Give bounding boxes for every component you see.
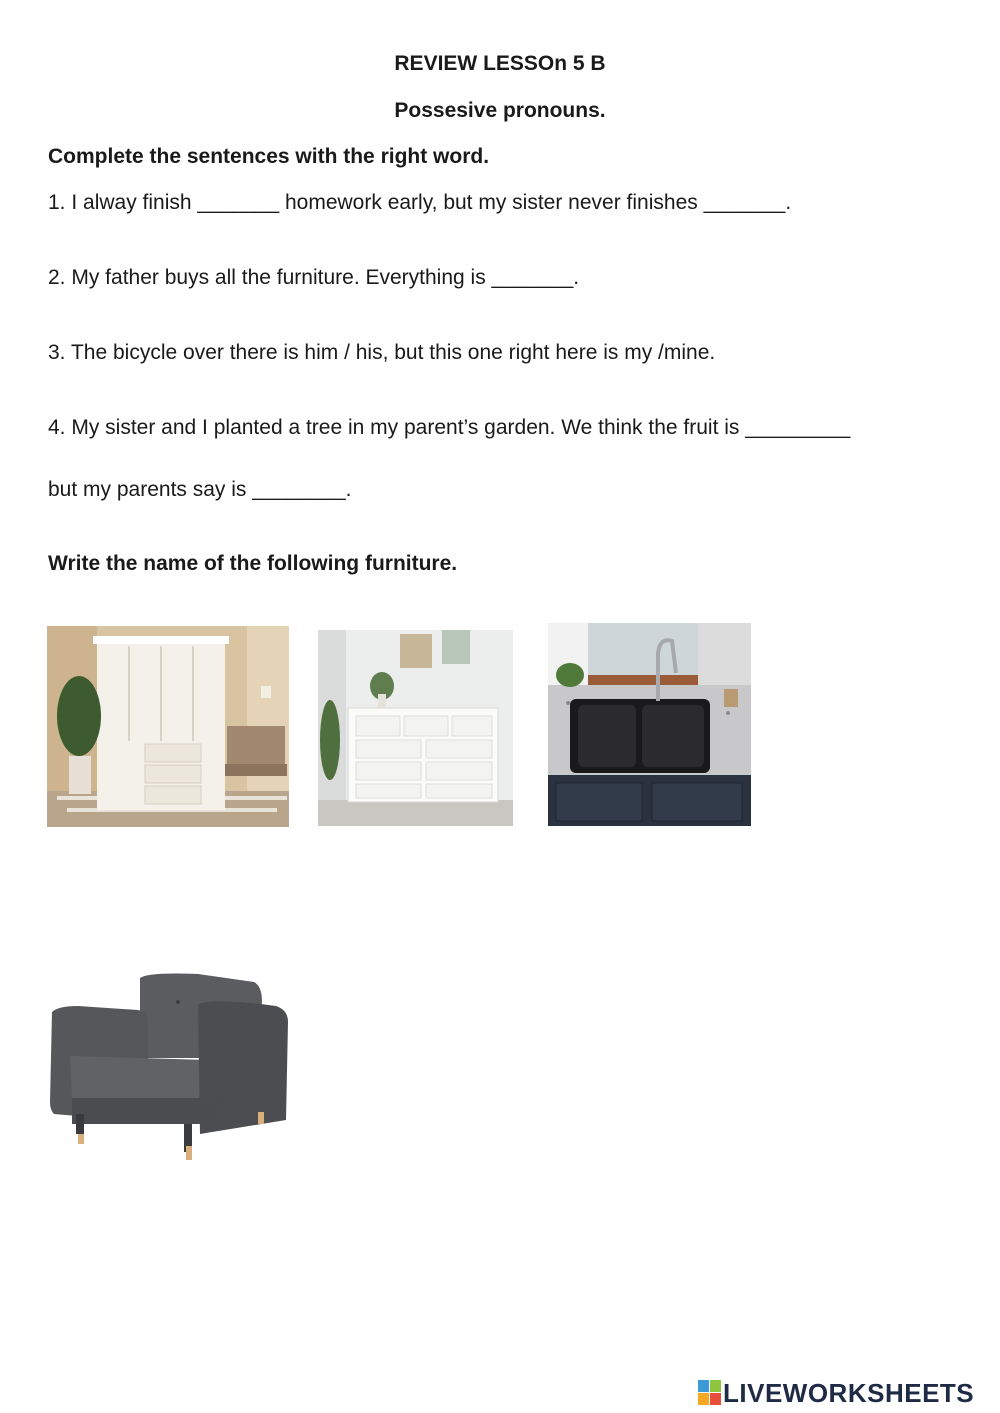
section2-instruction: Write the name of the following furniture. [48, 552, 458, 575]
sentence-4-continued: but my parents say is ________. [48, 478, 352, 501]
liveworksheets-logo-icon [698, 1380, 722, 1406]
armchair-photo [48, 972, 291, 1166]
sentence-1: 1. I alway finish _______ homework early, but my sister never finishes _______. [48, 191, 792, 214]
liveworksheets-brand-text: LIVEWORKSHEETS [723, 1377, 975, 1408]
sentence-4: 4. My sister and I planted a tree in my parent’s garden. We think the fruit is _________ [48, 416, 851, 439]
sentence-3: 3. The bicycle over there is him / his, but this one right here is my /mine. [48, 341, 716, 364]
worksheet-subtitle: Possesive pronouns. [394, 99, 606, 122]
liveworksheets-logo [698, 1378, 974, 1408]
dresser-photo [318, 630, 513, 826]
worksheet-title: REVIEW LESSOn 5 B [394, 52, 606, 75]
kitchen-sink-photo [548, 623, 751, 826]
sentence-2: 2. My father buys all the furniture. Everything is _______. [48, 266, 580, 289]
section1-instruction: Complete the sentences with the right word. [48, 145, 490, 168]
wardrobe-photo [47, 626, 289, 827]
